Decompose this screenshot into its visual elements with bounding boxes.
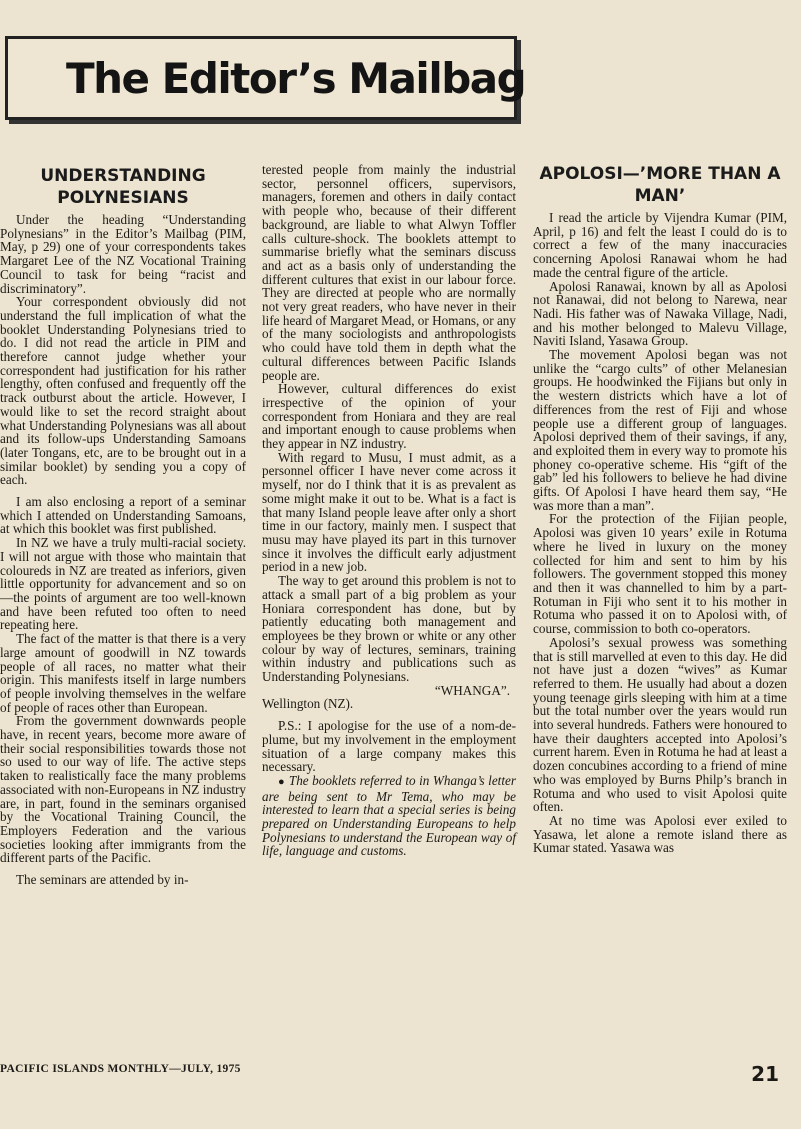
letter2-paragraph-4: For the protection of the Fijian people, Apolosi was given 10 years’ exile in Rotuma where he lived in luxury on the money collected for him and sent to him by his followers. The government stopped this money and then it was channelled to him by a part-Rotuman in Fiji who sent it to his mother in Rotuma who passed it on to Apolosi with, of course, commission to both co-operators. xyxy=(533,511,787,637)
letter1-paragraph-4: In NZ we have a truly multi-racial society. I will not argue with those who maintain that coloureds in NZ are treated as inferiors, given little opportunity for advancement and so on—the points of argument are too well-known and have been refuted too often to need repeating here. xyxy=(0,535,246,633)
page-title: The Editor’s Mailbag xyxy=(66,54,526,103)
letter1-paragraph-5: The fact of the matter is that there is a very large amount of goodwill in NZ towards people of all races, no matter what their origin. This manifests itself in large numbers of people involving themselves in the welfare of people of races other than European. xyxy=(0,631,246,715)
letter2-paragraph-2: Apolosi Ranawai, known by all as Apolosi not Ranawai, did not belong to Narewa, near Nadi. His father was of Nawaka Village, Nadi, and his mother belonged to Malevu Village, Naviti Island, Yasawa Group. xyxy=(533,278,787,349)
letter1-continued-1: terested people from mainly the industrial sector, personnel officers, supervisors, managers, foremen and others in daily contact with people who, because of their different background, are liable to what Alwyn Toffler calls culture-shock. The booklets attempt to summarise briefly what the seminars discuss and act as a basis only of understanding the different cultures that exist in our labour force. They are directed at people who are normally not very great readers, who have never in their life heard of Margaret Mead, or Homans, or any of the many sociologists and anthropologists who could have told them in depth what the cultural differences between Pacific Islands people are. xyxy=(262,162,516,383)
letter2-paragraph-5: Apolosi’s sexual prowess was something that is still marvelled at even to this day. He did not have just a dozen “wives” as Kumar referred to them. He usually had about a dozen young teenage girls sleeping with him at a time but the total number over the years would run into several hundreds. Fathers were honoured to have their daughters accepted into Apolosi’s current harem. Even in Rotuma he had at least a dozen concubines according to a friend of mine who was employed by Burns Philp’s branch in Rotuma and who used to visit Apolosi quite often. xyxy=(533,634,787,815)
letter2-paragraph-1: I read the article by Vijendra Kumar (PIM, April, p 16) and felt the least I could do is to correct a few of the many inaccuracies concerning Apolosi Ranawai whom he had made the central figure of the article. xyxy=(533,210,787,280)
letter1-paragraph-2: Your correspondent obviously did not understand the full implication of what the booklet Understanding Polynesians tried to do. I did not read the article in PIM and therefore cannot judge whether your correspondent had justification for his rather lengthy, often confused and frequently off the track outburst about the article. However, I would like to set the record straight about what Understanding Polynesians was all about and its follow-ups Understanding Samoans (later Tongans, etc, are to be brought out in a similar booklet) by sending you a copy of each. xyxy=(0,294,246,488)
letter1-ps: P.S.: I apologise for the use of a nom-de-plume, but my involvement in the employment situation of a large company makes this necessary. xyxy=(262,718,516,775)
letter1-location: Wellington (NZ). xyxy=(262,696,354,712)
letter1-continued-2: However, cultural differences do exist irrespective of the opinion of your correspondent from Honiara and they are real and important enough to cause problems when they appear in NZ industry. xyxy=(262,381,516,452)
footer-publication: PACIFIC ISLANDS MONTHLY—JULY, 1975 xyxy=(0,1063,241,1075)
letter2-heading: APOLOSI—’MORE THAN A MAN’ xyxy=(539,164,781,206)
letter1-heading: UNDERSTANDING POLYNESIANS xyxy=(40,166,206,208)
letter2-paragraph-6: At no time was Apolosi ever exiled to Yasawa, let alone a remote island there as Kumar stated. Yasawa was xyxy=(533,812,787,856)
page-number: 21 xyxy=(751,1062,779,1086)
column-1 xyxy=(0,163,246,887)
letter2-paragraph-3: The movement Apolosi began was not unlike the “cargo cults” of other Melanesian groups. He hoodwinked the Fijians but only in the western districts which have a lot of differences from the rest of Fiji and whose people use a different group of languages. Apolosi deprived them of their savings, if any, and exploited them in every way to promote his phoney co-operative scheme. His “gift of the gab” led his followers to believe he had divine gifts. Of Apolosi I have heard them say, “He was more than a man”. xyxy=(533,347,787,513)
letter1-paragraph-1: Under the heading “Understanding Polynesians” in the Editor’s Mailbag (PIM, May, p 29) one of your correspondents takes Margaret Lee of the NZ Vocational Training Council to task for being “racist and discriminatory”. xyxy=(0,212,246,296)
letter1-paragraph-6: From the government downwards people have, in recent years, become more aware of their social responsibilities towards those not so used to our way of life. The active steps taken to realistically face the many problems associated with non-Europeans in NZ industry are, in part, found in the seminars organised by the Vocational Training Council, the Employers Federation and the various societies looking after immigrants from the different parts of the Pacific. xyxy=(0,713,246,866)
letter1-paragraph-7: The seminars are attended by in- xyxy=(16,872,189,888)
letter1-continued-3: With regard to Musu, I must admit, as a personnel officer I have never come across it myself, nor do I think that it is as prevalent as some might make it out to be. What is a fact is that many Island people leave after only a short time in our factory, mainly men. I suspect that musu may have played its part in this turnover since it involves the difficult early adjustment period in a new job. xyxy=(262,449,516,575)
banner-box xyxy=(5,36,526,120)
column-2 xyxy=(262,163,516,858)
letter1-signature: “WHANGA”. xyxy=(434,682,510,698)
column-3 xyxy=(533,163,787,855)
letter1-paragraph-3: I am also enclosing a report of a seminar which I attended on Understanding Samoans, at which this booklet was first published. xyxy=(0,494,246,537)
bullet-icon: ● xyxy=(278,775,285,788)
editor-note-text: The booklets referred to in Whanga’s letter are being sent to Mr Tema, who may be interested to learn that a special series is being prepared on Understanding Europeans to help Polynesians to understand the European way of life, language and customs. xyxy=(262,772,516,859)
editor-note xyxy=(262,774,516,858)
letter1-continued-4: The way to get around this problem is not to attack a small part of a big problem as your Honiara correspondent has done, but by patiently educating both management and employees be they brown or white or any other colour by way of lectures, seminars, training within industry and publications such as Understanding Polynesians. xyxy=(262,573,516,685)
